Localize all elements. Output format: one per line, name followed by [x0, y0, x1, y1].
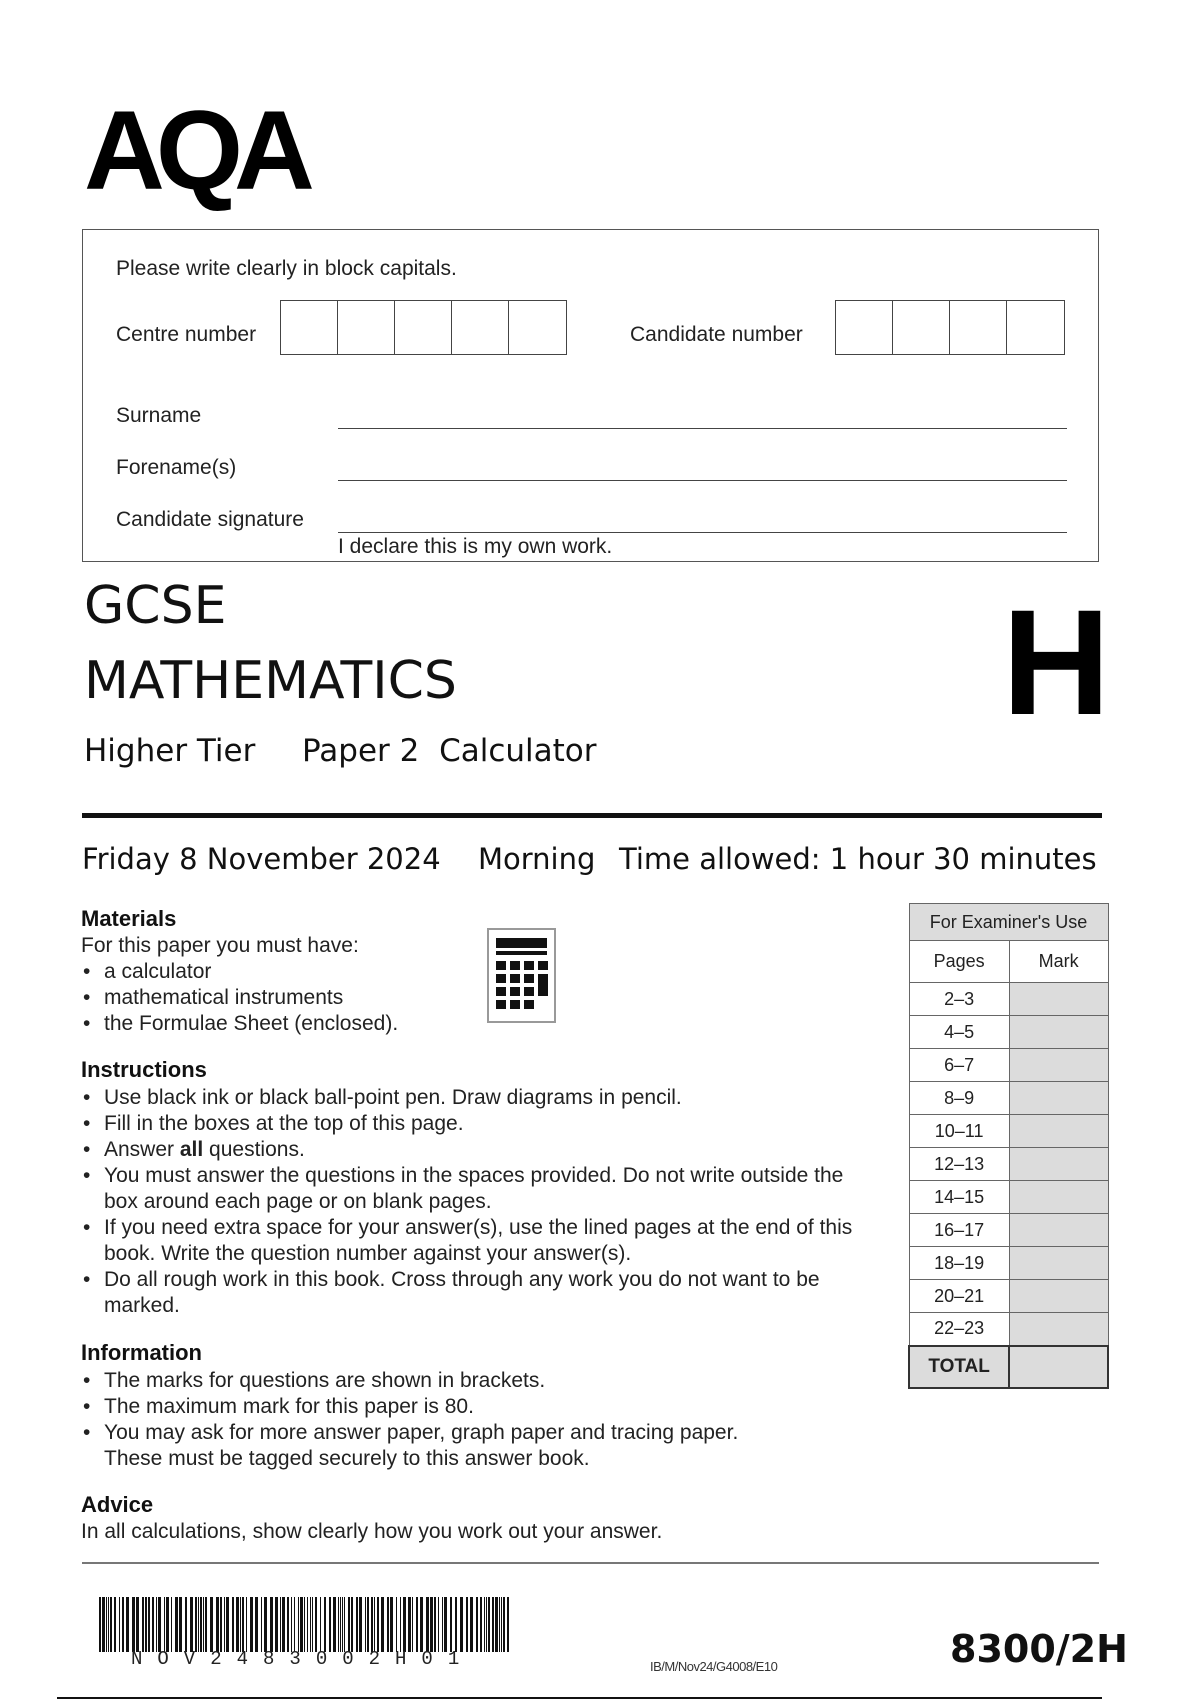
centre-number-boxes[interactable] — [280, 300, 567, 355]
surname-line[interactable] — [338, 428, 1067, 429]
paper-label: Paper 2 Calculator — [302, 733, 597, 769]
candidate-digit-box[interactable] — [1007, 301, 1064, 354]
information-list — [81, 1368, 801, 1472]
pages-cell: 4–5 — [909, 1016, 1009, 1049]
mark-cell — [1009, 1181, 1108, 1214]
title-divider — [82, 813, 1102, 818]
signature-line[interactable] — [338, 532, 1067, 533]
tier-label: Higher Tier — [84, 733, 256, 769]
list-item — [81, 1137, 861, 1163]
pages-cell: 18–19 — [909, 1247, 1009, 1280]
time-allowed: Time allowed: 1 hour 30 minutes — [619, 842, 1097, 876]
paper-code: 8300/2H — [950, 1627, 1128, 1671]
mark-column-header: Mark — [1009, 941, 1108, 983]
pages-cell: 8–9 — [909, 1082, 1009, 1115]
table-row — [909, 983, 1108, 1016]
mark-cell — [1009, 1049, 1108, 1082]
table-row — [909, 1280, 1108, 1313]
centre-digit-box[interactable] — [338, 301, 395, 354]
calculator-icon — [487, 928, 556, 1023]
answer-all-post: questions. — [203, 1138, 305, 1161]
surname-label: Surname — [116, 404, 202, 427]
materials-heading: Materials — [81, 906, 177, 931]
mark-cell — [1009, 1148, 1108, 1181]
list-item: • You must answer the questions in the spaces provided. Do not write outside the box around each page or on blank pages. — [81, 1163, 861, 1215]
instructions-heading: Instructions — [81, 1057, 207, 1082]
declaration-text: I declare this is my own work. — [338, 535, 613, 558]
table-row — [909, 1082, 1108, 1115]
list-item: • a calculator — [81, 959, 501, 985]
subject-title: MATHEMATICS — [84, 651, 457, 711]
candidate-number-boxes[interactable] — [835, 300, 1065, 355]
centre-number-label: Centre number — [116, 323, 257, 346]
block-capitals-instruction: Please write clearly in block capitals. — [116, 257, 457, 280]
pages-cell: 2–3 — [909, 983, 1009, 1016]
examiner-use-table — [908, 903, 1109, 1389]
pages-cell: 22–23 — [909, 1313, 1009, 1346]
candidate-digit-box[interactable] — [836, 301, 893, 354]
barcode-text: NOV2483002H01 — [131, 1648, 475, 1670]
mark-cell — [1009, 1247, 1108, 1280]
forename-line[interactable] — [338, 480, 1067, 481]
mark-cell — [1009, 983, 1108, 1016]
mark-cell — [1009, 1313, 1108, 1346]
forename-label: Forename(s) — [116, 456, 237, 479]
centre-digit-box[interactable] — [452, 301, 509, 354]
list-item: • mathematical instruments — [81, 985, 501, 1011]
barcode-graphic — [99, 1597, 514, 1652]
pages-cell: 10–11 — [909, 1115, 1009, 1148]
centre-digit-box[interactable] — [509, 301, 566, 354]
pages-cell: 12–13 — [909, 1148, 1009, 1181]
table-row — [909, 1247, 1108, 1280]
page-bottom-rule — [57, 1697, 1102, 1699]
list-item: • The maximum mark for this paper is 80. — [81, 1394, 801, 1420]
table-row — [909, 1049, 1108, 1082]
table-row — [909, 1181, 1108, 1214]
pages-column-header: Pages — [909, 941, 1009, 983]
pages-cell: 20–21 — [909, 1280, 1009, 1313]
table-row — [909, 1115, 1108, 1148]
qualification-title: GCSE — [84, 576, 227, 636]
centre-digit-box[interactable] — [395, 301, 452, 354]
mark-cell — [1009, 1214, 1108, 1247]
mark-cell — [1009, 1016, 1108, 1049]
table-row — [909, 1313, 1108, 1346]
candidate-digit-box[interactable] — [893, 301, 950, 354]
signature-label: Candidate signature — [116, 508, 304, 531]
exam-session: Morning — [478, 842, 596, 876]
list-item: • You may ask for more answer paper, graph paper and tracing paper. These must be tagged securely to this answer book. — [81, 1420, 801, 1472]
advice-text: In all calculations, show clearly how you work out your answer. — [81, 1520, 663, 1543]
mark-cell — [1009, 1280, 1108, 1313]
total-label: TOTAL — [909, 1346, 1009, 1388]
list-item: • The marks for questions are shown in brackets. — [81, 1368, 801, 1394]
pages-cell: 6–7 — [909, 1049, 1009, 1082]
answer-all-pre: Answer — [104, 1138, 180, 1161]
table-row — [909, 1148, 1108, 1181]
list-item: • If you need extra space for your answer(s), use the lined pages at the end of this book. Write the question number against your answer(s). — [81, 1215, 861, 1267]
candidate-digit-box[interactable] — [950, 301, 1007, 354]
candidate-number-label: Candidate number — [630, 323, 803, 346]
advice-heading: Advice — [81, 1492, 154, 1517]
instructions-list — [81, 1085, 861, 1319]
footer-divider — [82, 1562, 1099, 1564]
total-mark-cell — [1009, 1346, 1108, 1388]
pages-cell: 16–17 — [909, 1214, 1009, 1247]
materials-list — [81, 959, 501, 1037]
document-reference: IB/M/Nov24/G4008/E10 — [650, 1659, 778, 1674]
centre-digit-box[interactable] — [281, 301, 338, 354]
total-row — [909, 1346, 1108, 1388]
mark-cell — [1009, 1082, 1108, 1115]
tier-letter: H — [1002, 578, 1111, 746]
table-row — [909, 1016, 1108, 1049]
answer-all-bold: all — [179, 1138, 204, 1161]
mark-cell — [1009, 1115, 1108, 1148]
materials-section — [81, 933, 501, 1037]
table-row — [909, 1214, 1108, 1247]
exam-date: Friday 8 November 2024 — [82, 842, 441, 876]
aqa-logo: AQA — [84, 88, 306, 213]
materials-intro: For this paper you must have: — [81, 934, 359, 957]
list-item: • Fill in the boxes at the top of this page. — [81, 1111, 861, 1137]
examiner-use-title: For Examiner's Use — [909, 904, 1108, 941]
information-heading: Information — [81, 1340, 202, 1365]
list-item: • the Formulae Sheet (enclosed). — [81, 1011, 501, 1037]
list-item: • Use black ink or black ball-point pen. Draw diagrams in pencil. — [81, 1085, 861, 1111]
list-item: • Do all rough work in this book. Cross through any work you do not want to be marked. — [81, 1267, 861, 1319]
pages-cell: 14–15 — [909, 1181, 1009, 1214]
